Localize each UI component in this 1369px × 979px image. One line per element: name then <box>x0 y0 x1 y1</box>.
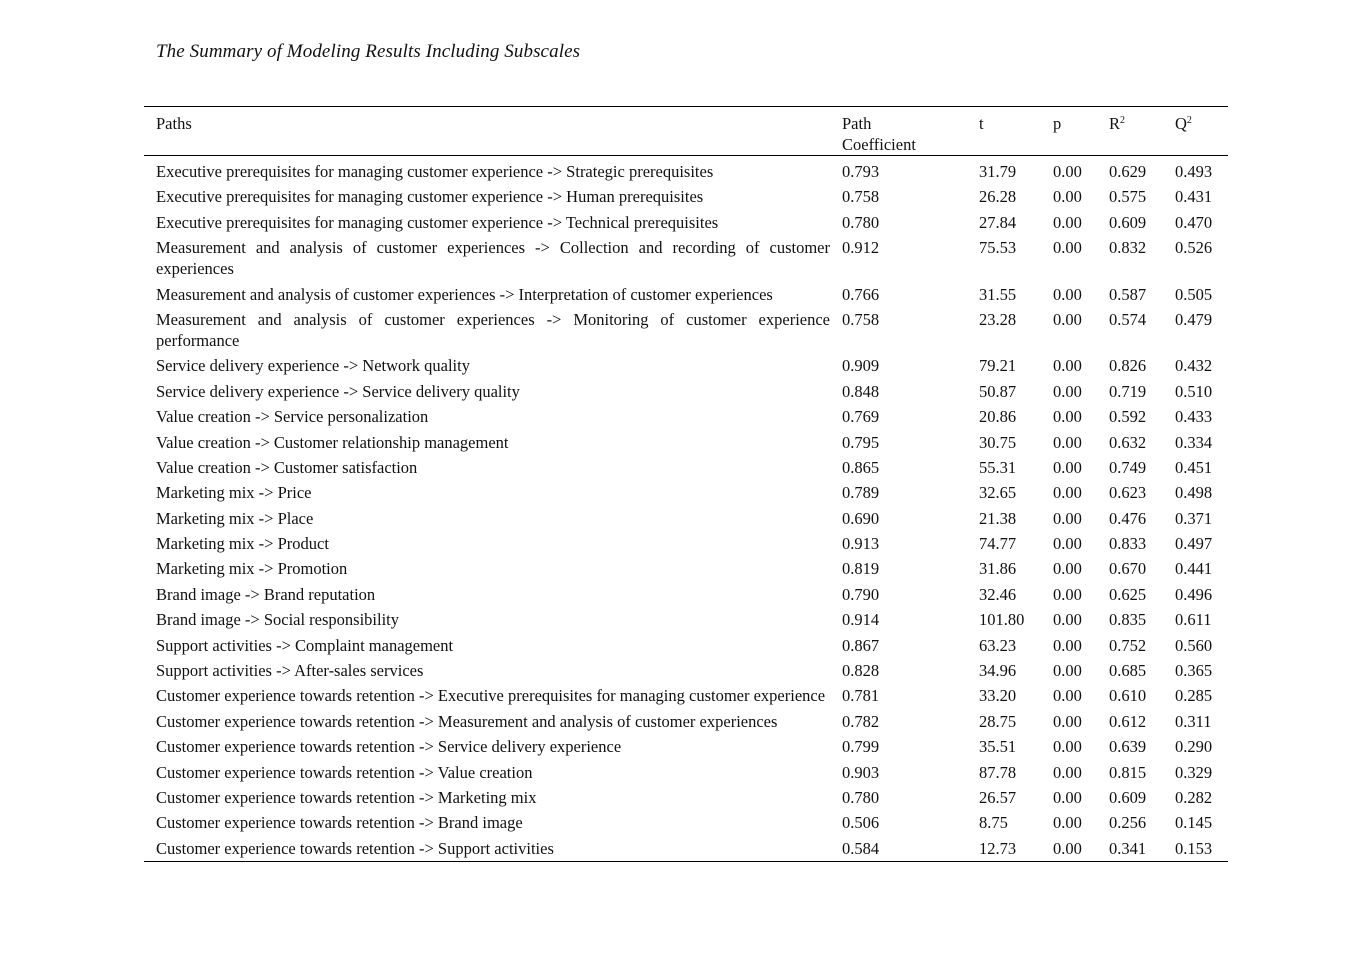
cell-r-squared: 0.609 <box>1109 212 1147 232</box>
cell-r-squared: 0.574 <box>1109 309 1147 329</box>
cell-r-squared: 0.623 <box>1109 483 1147 503</box>
table-row <box>144 607 1228 632</box>
cell-r-squared: 0.832 <box>1109 238 1147 258</box>
cell-p: 0.00 <box>1053 584 1082 604</box>
cell-path: Measurement and analysis of customer experiences -> Collection and recording of customer experiences <box>156 238 830 279</box>
r2-base: R <box>1109 114 1121 133</box>
cell-path-coefficient: 0.780 <box>842 212 880 232</box>
cell-path: Customer experience towards retention -> Brand image <box>156 813 523 833</box>
cell-t: 26.57 <box>979 787 1017 807</box>
cell-t: 87.78 <box>979 762 1017 782</box>
table-row <box>144 785 1228 810</box>
table-row <box>144 658 1228 683</box>
cell-p: 0.00 <box>1053 356 1082 376</box>
cell-r-squared: 0.749 <box>1109 457 1147 477</box>
cell-p: 0.00 <box>1053 737 1082 757</box>
cell-q-squared: 0.505 <box>1175 284 1213 304</box>
header-p: p <box>1053 114 1062 133</box>
cell-r-squared: 0.685 <box>1109 661 1147 681</box>
cell-p: 0.00 <box>1053 381 1082 401</box>
cell-path: Brand image -> Brand reputation <box>156 584 376 604</box>
cell-path-coefficient: 0.867 <box>842 635 880 655</box>
cell-r-squared: 0.815 <box>1109 762 1147 782</box>
cell-path: Marketing mix -> Place <box>156 508 314 528</box>
q2-superscript: 2 <box>1186 115 1192 126</box>
cell-q-squared: 0.145 <box>1175 813 1213 833</box>
cell-p: 0.00 <box>1053 162 1082 181</box>
header-paths: Paths <box>156 114 192 133</box>
cell-path: Support activities -> After-sales services <box>156 661 424 681</box>
cell-p: 0.00 <box>1053 762 1082 782</box>
table-row <box>144 810 1228 835</box>
cell-t: 74.77 <box>979 534 1017 554</box>
header-path-coefficient <box>842 107 979 156</box>
cell-path-coefficient: 0.690 <box>842 508 880 528</box>
cell-path-coefficient: 0.848 <box>842 381 880 401</box>
table-body <box>144 156 1228 862</box>
cell-path-coefficient: 0.914 <box>842 610 880 630</box>
cell-q-squared: 0.526 <box>1175 238 1213 258</box>
cell-r-squared: 0.719 <box>1109 381 1147 401</box>
cell-path: Marketing mix -> Product <box>156 534 329 554</box>
cell-r-squared: 0.592 <box>1109 407 1147 427</box>
cell-t: 27.84 <box>979 212 1017 232</box>
cell-t: 35.51 <box>979 737 1017 757</box>
cell-path: Customer experience towards retention -> Measurement and analysis of customer experiences <box>156 711 778 731</box>
cell-p: 0.00 <box>1053 711 1082 731</box>
cell-t: 79.21 <box>979 356 1017 376</box>
cell-p: 0.00 <box>1053 508 1082 528</box>
cell-q-squared: 0.334 <box>1175 432 1213 452</box>
cell-path: Customer experience towards retention -> Value creation <box>156 762 533 782</box>
cell-path: Customer experience towards retention -> Support activities <box>156 838 554 858</box>
cell-path-coefficient: 0.828 <box>842 661 880 681</box>
cell-t: 28.75 <box>979 711 1017 731</box>
cell-path: Measurement and analysis of customer experiences -> Monitoring of customer experience performance <box>156 309 830 350</box>
cell-path: Customer experience towards retention -> Service delivery experience <box>156 737 622 757</box>
cell-path-coefficient: 0.799 <box>842 737 880 757</box>
cell-path-coefficient: 0.865 <box>842 457 880 477</box>
table-header <box>144 107 1228 156</box>
cell-q-squared: 0.431 <box>1175 187 1213 207</box>
cell-path-coefficient: 0.584 <box>842 838 880 858</box>
cell-t: 50.87 <box>979 381 1017 401</box>
table-row <box>144 353 1228 378</box>
cell-t: 101.80 <box>979 610 1025 630</box>
cell-r-squared: 0.752 <box>1109 635 1147 655</box>
cell-path-coefficient: 0.795 <box>842 432 880 452</box>
cell-path-coefficient: 0.506 <box>842 813 880 833</box>
cell-t: 20.86 <box>979 407 1017 427</box>
cell-r-squared: 0.632 <box>1109 432 1147 452</box>
cell-path-coefficient: 0.913 <box>842 534 880 554</box>
cell-r-squared: 0.629 <box>1109 162 1147 181</box>
table-row <box>144 633 1228 658</box>
cell-path-coefficient: 0.903 <box>842 762 880 782</box>
header-q-squared <box>1175 107 1228 156</box>
cell-path: Value creation -> Service personalization <box>156 407 429 427</box>
cell-t: 31.86 <box>979 559 1017 579</box>
cell-path-coefficient: 0.758 <box>842 187 880 207</box>
cell-q-squared: 0.153 <box>1175 838 1213 858</box>
cell-r-squared: 0.670 <box>1109 559 1147 579</box>
cell-t: 55.31 <box>979 457 1017 477</box>
cell-q-squared: 0.371 <box>1175 508 1213 528</box>
cell-r-squared: 0.639 <box>1109 737 1147 757</box>
cell-q-squared: 0.282 <box>1175 787 1213 807</box>
cell-q-squared: 0.470 <box>1175 212 1213 232</box>
header-t: t <box>979 114 984 133</box>
cell-r-squared: 0.835 <box>1109 610 1147 630</box>
cell-q-squared: 0.510 <box>1175 381 1213 401</box>
cell-path-coefficient: 0.793 <box>842 162 880 181</box>
cell-q-squared: 0.365 <box>1175 661 1213 681</box>
table-row <box>144 430 1228 455</box>
cell-r-squared: 0.256 <box>1109 813 1147 833</box>
cell-path: Support activities -> Complaint management <box>156 635 454 655</box>
cell-p: 0.00 <box>1053 309 1082 329</box>
cell-p: 0.00 <box>1053 407 1082 427</box>
cell-path: Customer experience towards retention -> Marketing mix <box>156 787 537 807</box>
table-row <box>144 404 1228 429</box>
cell-q-squared: 0.329 <box>1175 762 1213 782</box>
cell-path: Executive prerequisites for managing customer experience -> Strategic prerequisites <box>156 162 714 181</box>
header-coef-line2: Coefficient <box>842 135 916 154</box>
cell-path-coefficient: 0.790 <box>842 584 880 604</box>
cell-q-squared: 0.451 <box>1175 457 1213 477</box>
cell-p: 0.00 <box>1053 534 1082 554</box>
cell-p: 0.00 <box>1053 432 1082 452</box>
cell-path: Customer experience towards retention -> Executive prerequisites for managing customer experience <box>156 686 826 706</box>
cell-p: 0.00 <box>1053 483 1082 503</box>
cell-p: 0.00 <box>1053 635 1082 655</box>
cell-p: 0.00 <box>1053 457 1082 477</box>
table-row <box>144 506 1228 531</box>
cell-q-squared: 0.311 <box>1175 711 1212 731</box>
cell-path-coefficient: 0.758 <box>842 309 880 329</box>
cell-path: Marketing mix -> Promotion <box>156 559 348 579</box>
cell-path-coefficient: 0.912 <box>842 238 880 258</box>
cell-t: 23.28 <box>979 309 1017 329</box>
cell-t: 33.20 <box>979 686 1017 706</box>
cell-r-squared: 0.610 <box>1109 686 1147 706</box>
cell-q-squared: 0.498 <box>1175 483 1213 503</box>
q2-base: Q <box>1175 114 1187 133</box>
cell-path-coefficient: 0.909 <box>842 356 880 376</box>
table-row <box>144 760 1228 785</box>
cell-t: 75.53 <box>979 238 1017 258</box>
cell-q-squared: 0.611 <box>1175 610 1212 630</box>
results-table <box>144 106 1228 862</box>
cell-q-squared: 0.432 <box>1175 356 1213 376</box>
cell-q-squared: 0.433 <box>1175 407 1213 427</box>
cell-path: Service delivery experience -> Network quality <box>156 356 470 376</box>
table-row <box>144 307 1228 353</box>
cell-path-coefficient: 0.766 <box>842 284 880 304</box>
table-row <box>144 184 1228 209</box>
cell-q-squared: 0.285 <box>1175 686 1213 706</box>
cell-t: 12.73 <box>979 838 1017 858</box>
table-row <box>144 531 1228 556</box>
cell-r-squared: 0.826 <box>1109 356 1147 376</box>
cell-t: 8.75 <box>979 813 1008 833</box>
cell-path: Measurement and analysis of customer experiences -> Interpretation of customer experiences <box>156 284 773 304</box>
cell-p: 0.00 <box>1053 559 1082 579</box>
cell-path: Service delivery experience -> Service delivery quality <box>156 381 520 401</box>
table-row <box>144 734 1228 759</box>
cell-path-coefficient: 0.819 <box>842 559 880 579</box>
cell-r-squared: 0.609 <box>1109 787 1147 807</box>
cell-r-squared: 0.625 <box>1109 584 1147 604</box>
cell-r-squared: 0.341 <box>1109 838 1147 858</box>
cell-q-squared: 0.479 <box>1175 309 1213 329</box>
table-row <box>144 709 1228 734</box>
cell-r-squared: 0.587 <box>1109 284 1147 304</box>
cell-q-squared: 0.493 <box>1175 162 1213 181</box>
cell-p: 0.00 <box>1053 284 1082 304</box>
header-coef-line1: Path <box>842 114 872 133</box>
table-row <box>144 235 1228 281</box>
cell-path: Executive prerequisites for managing customer experience -> Human prerequisites <box>156 187 704 207</box>
header-row <box>144 107 1228 156</box>
cell-t: 63.23 <box>979 635 1017 655</box>
cell-path: Value creation -> Customer satisfaction <box>156 457 418 477</box>
table-caption: The Summary of Modeling Results Including Subscales <box>156 41 581 62</box>
cell-t: 30.75 <box>979 432 1017 452</box>
cell-path: Value creation -> Customer relationship management <box>156 432 509 452</box>
table-row <box>144 836 1228 862</box>
table-row <box>144 210 1228 235</box>
cell-t: 32.65 <box>979 483 1017 503</box>
cell-p: 0.00 <box>1053 686 1082 706</box>
cell-t: 31.55 <box>979 284 1017 304</box>
cell-p: 0.00 <box>1053 787 1082 807</box>
r2-superscript: 2 <box>1120 115 1126 126</box>
cell-path: Marketing mix -> Price <box>156 483 312 503</box>
cell-r-squared: 0.476 <box>1109 508 1147 528</box>
table-row <box>144 282 1228 307</box>
cell-r-squared: 0.575 <box>1109 187 1147 207</box>
header-r-squared <box>1109 107 1175 156</box>
cell-path-coefficient: 0.789 <box>842 483 880 503</box>
cell-t: 32.46 <box>979 584 1017 604</box>
cell-path: Executive prerequisites for managing customer experience -> Technical prerequisites <box>156 212 719 232</box>
cell-path-coefficient: 0.781 <box>842 686 880 706</box>
cell-t: 31.79 <box>979 162 1017 181</box>
table-row <box>144 379 1228 404</box>
cell-p: 0.00 <box>1053 838 1082 858</box>
table-row <box>144 556 1228 581</box>
cell-p: 0.00 <box>1053 187 1082 207</box>
cell-p: 0.00 <box>1053 610 1082 630</box>
table-row <box>144 683 1228 708</box>
cell-q-squared: 0.497 <box>1175 534 1213 554</box>
cell-t: 26.28 <box>979 187 1017 207</box>
cell-p: 0.00 <box>1053 661 1082 681</box>
cell-path-coefficient: 0.780 <box>842 787 880 807</box>
cell-p: 0.00 <box>1053 813 1082 833</box>
cell-r-squared: 0.612 <box>1109 711 1147 731</box>
cell-r-squared: 0.833 <box>1109 534 1147 554</box>
cell-q-squared: 0.441 <box>1175 559 1213 579</box>
cell-p: 0.00 <box>1053 212 1082 232</box>
cell-path: Brand image -> Social responsibility <box>156 610 400 630</box>
table-row <box>144 582 1228 607</box>
cell-q-squared: 0.496 <box>1175 584 1213 604</box>
cell-q-squared: 0.290 <box>1175 737 1213 757</box>
table-row <box>144 480 1228 505</box>
cell-path-coefficient: 0.769 <box>842 407 880 427</box>
cell-q-squared: 0.560 <box>1175 635 1213 655</box>
cell-t: 34.96 <box>979 661 1017 681</box>
table-row <box>144 455 1228 480</box>
cell-path-coefficient: 0.782 <box>842 711 880 731</box>
table-row <box>144 156 1228 185</box>
cell-t: 21.38 <box>979 508 1017 528</box>
cell-p: 0.00 <box>1053 238 1082 258</box>
